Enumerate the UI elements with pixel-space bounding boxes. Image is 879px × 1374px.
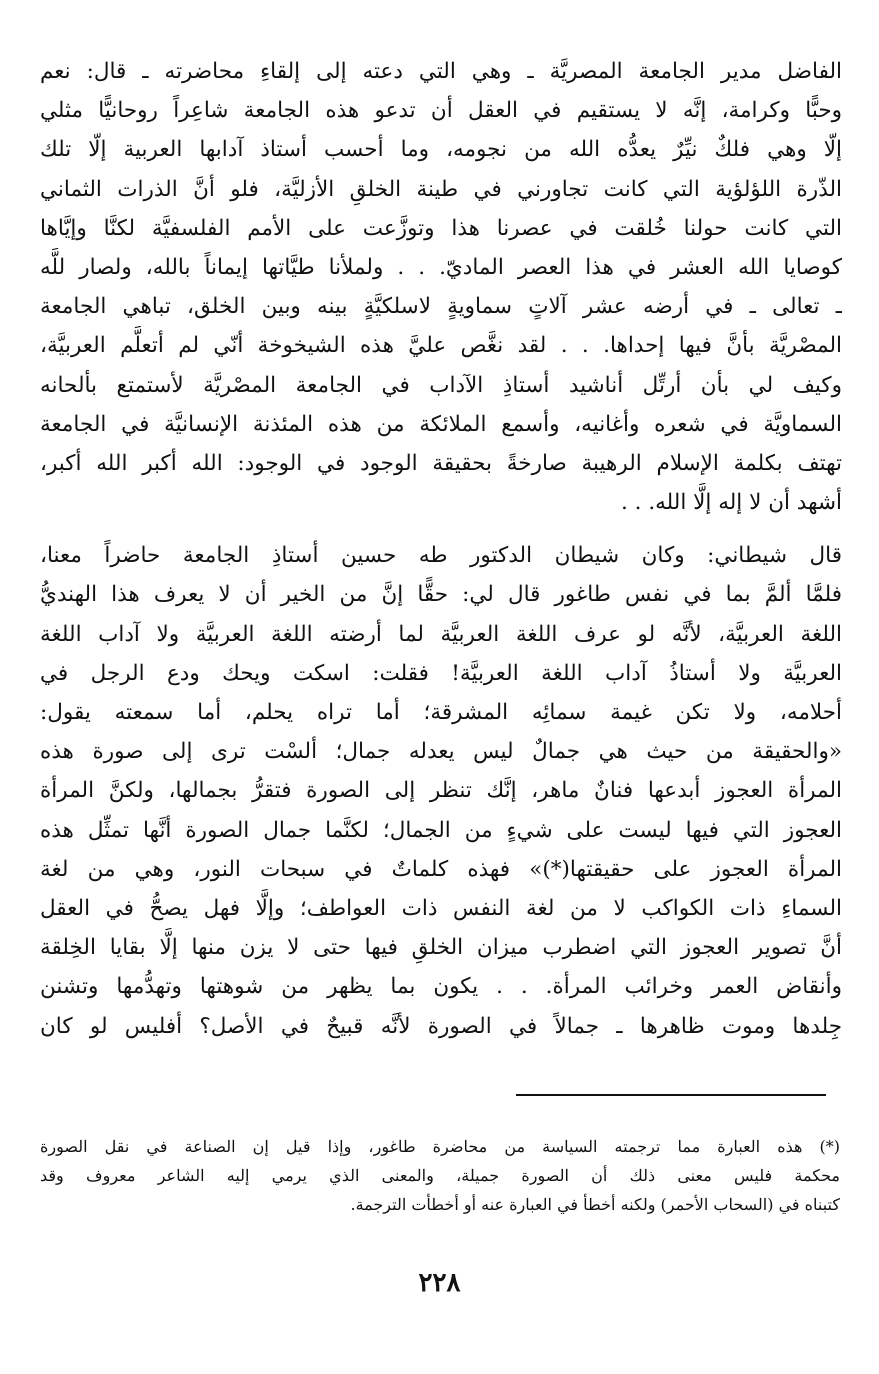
footnote-divider <box>516 1094 826 1096</box>
text-line: أنَّ تصوير العجوز التي اضطرب ميزان الخلقِ فيها حتى لا يزن منها إلَّا بقايا الخِلقة <box>40 935 842 961</box>
text-line: جِلدها وموت ظاهرها ـ جمالاً في الصورة لأنَّه قبيحٌ في الأصل؟ أفليس لو كان <box>40 1013 842 1039</box>
paragraph-gap <box>40 522 842 536</box>
text-line: ـ تعالى ـ في أرضه عشر آلاتٍ سماويةٍ لاسلكيَّةٍ بينه وبين الخلق، تباهي الجامعة <box>40 294 842 320</box>
paragraph-tagore-speech <box>40 52 842 522</box>
text-line: المصْريَّة بأنَّ فيها إحداها. . . لقد نغَّص عليَّ هذه الشيخوخة أنّي لم أتعلَّم العربيَّة، <box>40 333 842 359</box>
footnote <box>40 1132 840 1219</box>
text-line: التي كانت حولنا خُلقت في عصرنا هذا وتوزَّعت على الأمم الفلسفيَّة لكنَّا وإيَّاها <box>40 215 842 241</box>
footnote-line: (*) هذه العبارة مما ترجمته السياسة من محاضرة طاغور، وإذا قيل إن الصناعة في نقل الصورة <box>40 1137 840 1156</box>
text-line: قال شيطاني: وكان شيطان الدكتور طه حسين أستاذِ الجامعة حاضراً معنا، <box>40 543 842 569</box>
text-line: كوصايا الله العشر في هذا العصر الماديّ. . . ولملأنا طيَّاتها إيماناً بالله، ولصار للَّه <box>40 254 842 280</box>
text-line: الذّرة اللؤلؤية التي كانت تجاورني في طينة الخلقِ الأزليَّة، فلو أنَّ الذرات الثماني <box>40 176 842 202</box>
text-line: العربيَّة ولا أستاذُ آداب اللغة العربيَّة! فقلت: اسكت ويحك ودع الرجل في <box>40 660 842 686</box>
text-line: اللغة العربيَّة، لأنَّه لو عرف اللغة العربيَّة لما أرضته اللغة العربيَّة ولا آداب اللغة <box>40 621 842 647</box>
text-line: الفاضل مدير الجامعة المصريَّة ـ وهي التي دعته إلى إلقاءِ محاضرته ـ قال: نعم <box>40 59 842 84</box>
footnote-line: محكمة فليس معنى ذلك أن الصورة جميلة، والمعنى الذي يرمي إليه الشاعر معروف وقد <box>40 1166 840 1185</box>
page-number: ٢٢٨ <box>418 1268 461 1298</box>
text-line: «والحقيقة من حيث هي جمالٌ ليس يعدله جمال؛ ألسْت ترى إلى صورة هذه <box>40 739 842 765</box>
text-line: فلمَّا ألمَّ بما في نفس طاغور قال لي: حقًّا إنَّ من الخير أن لا يعرف هذا الهنديُّ <box>40 582 842 608</box>
text-line: أشهد أن لا إله إلَّا الله. . . <box>620 490 842 516</box>
text-line: وأنقاض العمر وخرائب المرأة. . . يكون بما يظهر من شوهتها وتهدُّمها وتشنن <box>40 974 842 1000</box>
text-line: إلّا وهي فلكٌ نيِّرٌ يعدُّه الله من نجومه، وما أحسب أستاذ آدابها العربية إلّا تلك <box>40 137 842 163</box>
page-body <box>40 52 842 1046</box>
text-line: العجوز التي فيها ليست على شيءٍ من الجمال؛ لكنَّما جمال الصورة أنَّها تمثِّل هذه <box>40 817 842 843</box>
text-line: السماويَّة في شعره وأغانيه، وأسمع الملائكة من هذه المئذنة الإنسانيَّة في الجامعة <box>40 411 842 437</box>
text-line: السماءِ ذات الكواكب لا من لغة النفس ذات العواطف؛ وإلَّا فهل يصحُّ في العقل <box>40 895 842 921</box>
text-line: وكيف لي بأن أرتِّل أناشيد أستاذِ الآداب في الجامعة المصْريَّة لأستمتع بألحانه <box>40 372 842 398</box>
text-line: وحبًّا وكرامة، إنَّه لا يستقيم في العقل أن تدعو هذه الجامعة شاعِراً روحانيًّا مثلي <box>40 98 842 124</box>
text-line: المرأة العجوز على حقيقتها(*)» فهذه كلماتٌ في سبحات النور، وهي من لغة <box>40 856 842 882</box>
text-line: المرأة العجوز أبدعها فنانٌ ماهر، إنَّك تنظر إلى الصورة فتقرُّ بجمالها، ولكنَّ المرأة <box>40 778 842 804</box>
text-line: تهتف بكلمة الإسلام الرهيبة صارخةً بحقيقة الوجود في الوجود: الله أكبر الله أكبر، <box>40 450 842 476</box>
paragraph-shaitani <box>40 536 842 1045</box>
text-line: أحلامه، ولا تكن غيمة سمائِه المشرقة؛ أما تراه يحلم، أما سمعته يقول: <box>40 700 842 725</box>
footnote-line: كتبناه في (السحاب الأحمر) ولكنه أخطأ في العبارة عنه أو أخطأت الترجمة. <box>350 1195 840 1214</box>
